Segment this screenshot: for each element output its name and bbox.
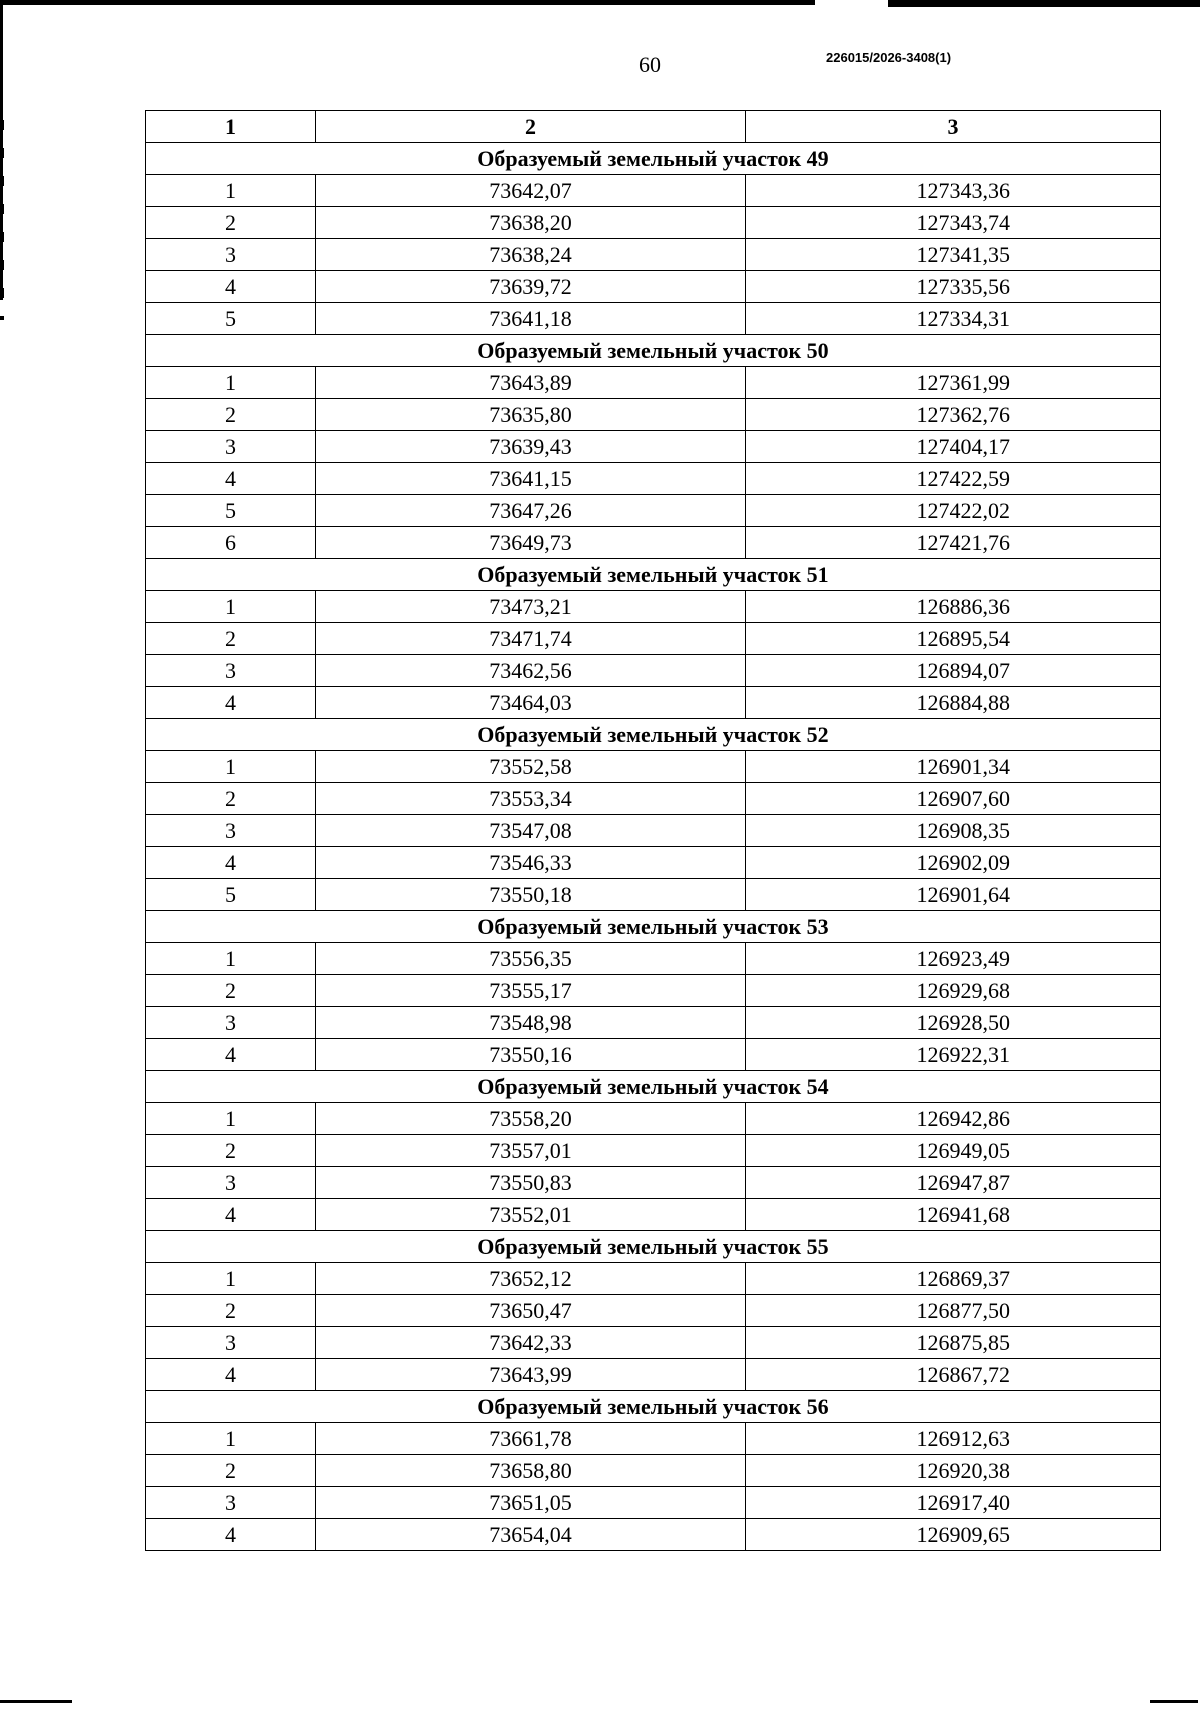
table-row — [146, 847, 1161, 879]
table-row — [146, 207, 1161, 239]
table-row — [146, 1487, 1161, 1519]
y-coordinate-cell: 126922,31 — [746, 1039, 1161, 1071]
table-row — [146, 527, 1161, 559]
section-header-row — [146, 1391, 1161, 1423]
x-coordinate-cell: 73558,20 — [316, 1103, 746, 1135]
table-row — [146, 1007, 1161, 1039]
x-coordinate-cell: 73552,01 — [316, 1199, 746, 1231]
point-number-cell: 6 — [146, 527, 316, 559]
x-coordinate-cell: 73639,43 — [316, 431, 746, 463]
y-coordinate-cell: 127361,99 — [746, 367, 1161, 399]
section-title: Образуемый земельный участок 50 — [146, 335, 1161, 367]
table-row — [146, 1167, 1161, 1199]
point-number-cell: 1 — [146, 943, 316, 975]
scan-binding-marks — [0, 120, 4, 320]
y-coordinate-cell: 127343,74 — [746, 207, 1161, 239]
point-number-cell: 2 — [146, 1135, 316, 1167]
table-row — [146, 879, 1161, 911]
y-coordinate-cell: 127362,76 — [746, 399, 1161, 431]
y-coordinate-cell: 126884,88 — [746, 687, 1161, 719]
x-coordinate-cell: 73550,83 — [316, 1167, 746, 1199]
x-coordinate-cell: 73550,18 — [316, 879, 746, 911]
x-coordinate-cell: 73464,03 — [316, 687, 746, 719]
x-coordinate-cell: 73473,21 — [316, 591, 746, 623]
x-coordinate-cell: 73643,89 — [316, 367, 746, 399]
section-title: Образуемый земельный участок 55 — [146, 1231, 1161, 1263]
section-header-row — [146, 1231, 1161, 1263]
point-number-cell: 1 — [146, 751, 316, 783]
point-number-cell: 4 — [146, 463, 316, 495]
point-number-cell: 4 — [146, 1519, 316, 1551]
table-row — [146, 943, 1161, 975]
x-coordinate-cell: 73651,05 — [316, 1487, 746, 1519]
point-number-cell: 1 — [146, 175, 316, 207]
section-header-row — [146, 911, 1161, 943]
y-coordinate-cell: 126869,37 — [746, 1263, 1161, 1295]
point-number-cell: 3 — [146, 655, 316, 687]
y-coordinate-cell: 127335,56 — [746, 271, 1161, 303]
y-coordinate-cell: 127422,59 — [746, 463, 1161, 495]
section-title: Образуемый земельный участок 51 — [146, 559, 1161, 591]
section-header-row — [146, 143, 1161, 175]
table-row — [146, 367, 1161, 399]
section-header-row — [146, 1071, 1161, 1103]
x-coordinate-cell: 73552,58 — [316, 751, 746, 783]
x-coordinate-cell: 73557,01 — [316, 1135, 746, 1167]
y-coordinate-cell: 126875,85 — [746, 1327, 1161, 1359]
x-coordinate-cell: 73642,07 — [316, 175, 746, 207]
point-number-cell: 3 — [146, 1167, 316, 1199]
section-title: Образуемый земельный участок 53 — [146, 911, 1161, 943]
table-row — [146, 1455, 1161, 1487]
x-coordinate-cell: 73652,12 — [316, 1263, 746, 1295]
point-number-cell: 4 — [146, 271, 316, 303]
header-row — [146, 111, 1161, 143]
table-row — [146, 1295, 1161, 1327]
point-number-cell: 3 — [146, 1007, 316, 1039]
y-coordinate-cell: 126886,36 — [746, 591, 1161, 623]
scan-border-top-right — [888, 0, 1200, 7]
y-coordinate-cell: 127422,02 — [746, 495, 1161, 527]
section-title: Образуемый земельный участок 49 — [146, 143, 1161, 175]
y-coordinate-cell: 126907,60 — [746, 783, 1161, 815]
table-row — [146, 1263, 1161, 1295]
header-cell-1: 1 — [146, 111, 316, 143]
point-number-cell: 4 — [146, 1359, 316, 1391]
point-number-cell: 2 — [146, 623, 316, 655]
table-row — [146, 783, 1161, 815]
point-number-cell: 4 — [146, 847, 316, 879]
point-number-cell: 2 — [146, 399, 316, 431]
point-number-cell: 3 — [146, 1487, 316, 1519]
table-row — [146, 1359, 1161, 1391]
y-coordinate-cell: 127334,31 — [746, 303, 1161, 335]
x-coordinate-cell: 73546,33 — [316, 847, 746, 879]
x-coordinate-cell: 73641,15 — [316, 463, 746, 495]
point-number-cell: 1 — [146, 1423, 316, 1455]
point-number-cell: 2 — [146, 207, 316, 239]
coordinates-table — [145, 110, 1161, 1551]
y-coordinate-cell: 126929,68 — [746, 975, 1161, 1007]
document-number: 226015/2026-3408(1) — [826, 50, 952, 65]
header-cell-2: 2 — [316, 111, 746, 143]
section-header-row — [146, 719, 1161, 751]
x-coordinate-cell: 73643,99 — [316, 1359, 746, 1391]
x-coordinate-cell: 73635,80 — [316, 399, 746, 431]
y-coordinate-cell: 126928,50 — [746, 1007, 1161, 1039]
table-row — [146, 431, 1161, 463]
table-row — [146, 975, 1161, 1007]
x-coordinate-cell: 73462,56 — [316, 655, 746, 687]
section-title: Образуемый земельный участок 52 — [146, 719, 1161, 751]
y-coordinate-cell: 126895,54 — [746, 623, 1161, 655]
y-coordinate-cell: 127343,36 — [746, 175, 1161, 207]
scan-border-top-left — [0, 0, 815, 5]
x-coordinate-cell: 73638,20 — [316, 207, 746, 239]
point-number-cell: 5 — [146, 495, 316, 527]
x-coordinate-cell: 73654,04 — [316, 1519, 746, 1551]
point-number-cell: 1 — [146, 1103, 316, 1135]
x-coordinate-cell: 73547,08 — [316, 815, 746, 847]
y-coordinate-cell: 127421,76 — [746, 527, 1161, 559]
section-header-row — [146, 559, 1161, 591]
point-number-cell: 4 — [146, 1199, 316, 1231]
x-coordinate-cell: 73550,16 — [316, 1039, 746, 1071]
table-row — [146, 303, 1161, 335]
x-coordinate-cell: 73642,33 — [316, 1327, 746, 1359]
point-number-cell: 4 — [146, 687, 316, 719]
table-row — [146, 1199, 1161, 1231]
point-number-cell: 5 — [146, 879, 316, 911]
y-coordinate-cell: 126941,68 — [746, 1199, 1161, 1231]
point-number-cell: 3 — [146, 431, 316, 463]
point-number-cell: 1 — [146, 591, 316, 623]
y-coordinate-cell: 126877,50 — [746, 1295, 1161, 1327]
y-coordinate-cell: 126917,40 — [746, 1487, 1161, 1519]
table-row — [146, 1135, 1161, 1167]
y-coordinate-cell: 126908,35 — [746, 815, 1161, 847]
section-title: Образуемый земельный участок 56 — [146, 1391, 1161, 1423]
point-number-cell: 2 — [146, 1295, 316, 1327]
y-coordinate-cell: 126920,38 — [746, 1455, 1161, 1487]
table-body — [146, 143, 1161, 1551]
x-coordinate-cell: 73556,35 — [316, 943, 746, 975]
y-coordinate-cell: 126867,72 — [746, 1359, 1161, 1391]
point-number-cell: 3 — [146, 239, 316, 271]
point-number-cell: 1 — [146, 367, 316, 399]
y-coordinate-cell: 126923,49 — [746, 943, 1161, 975]
table-row — [146, 655, 1161, 687]
table-row — [146, 399, 1161, 431]
table-row — [146, 1519, 1161, 1551]
table-row — [146, 495, 1161, 527]
point-number-cell: 5 — [146, 303, 316, 335]
point-number-cell: 2 — [146, 783, 316, 815]
y-coordinate-cell: 126901,34 — [746, 751, 1161, 783]
point-number-cell: 4 — [146, 1039, 316, 1071]
point-number-cell: 3 — [146, 815, 316, 847]
point-number-cell: 2 — [146, 1455, 316, 1487]
table-row — [146, 623, 1161, 655]
y-coordinate-cell: 126909,65 — [746, 1519, 1161, 1551]
table-row — [146, 175, 1161, 207]
x-coordinate-cell: 73661,78 — [316, 1423, 746, 1455]
scan-border-bottom-left — [0, 1700, 72, 1703]
x-coordinate-cell: 73555,17 — [316, 975, 746, 1007]
x-coordinate-cell: 73649,73 — [316, 527, 746, 559]
x-coordinate-cell: 73658,80 — [316, 1455, 746, 1487]
y-coordinate-cell: 127341,35 — [746, 239, 1161, 271]
y-coordinate-cell: 126947,87 — [746, 1167, 1161, 1199]
section-title: Образуемый земельный участок 54 — [146, 1071, 1161, 1103]
y-coordinate-cell: 126902,09 — [746, 847, 1161, 879]
table-row — [146, 815, 1161, 847]
x-coordinate-cell: 73548,98 — [316, 1007, 746, 1039]
x-coordinate-cell: 73471,74 — [316, 623, 746, 655]
table-row — [146, 271, 1161, 303]
section-header-row — [146, 335, 1161, 367]
point-number-cell: 3 — [146, 1327, 316, 1359]
x-coordinate-cell: 73553,34 — [316, 783, 746, 815]
y-coordinate-cell: 126912,63 — [746, 1423, 1161, 1455]
table-row — [146, 1423, 1161, 1455]
point-number-cell: 2 — [146, 975, 316, 1007]
table-row — [146, 463, 1161, 495]
table-row — [146, 591, 1161, 623]
scan-border-bottom-right — [1150, 1700, 1198, 1703]
x-coordinate-cell: 73647,26 — [316, 495, 746, 527]
table-row — [146, 751, 1161, 783]
y-coordinate-cell: 126894,07 — [746, 655, 1161, 687]
point-number-cell: 1 — [146, 1263, 316, 1295]
y-coordinate-cell: 126901,64 — [746, 879, 1161, 911]
table-row — [146, 687, 1161, 719]
page-number: 60 — [639, 52, 661, 77]
x-coordinate-cell: 73641,18 — [316, 303, 746, 335]
y-coordinate-cell: 126942,86 — [746, 1103, 1161, 1135]
y-coordinate-cell: 126949,05 — [746, 1135, 1161, 1167]
x-coordinate-cell: 73639,72 — [316, 271, 746, 303]
header-cell-3: 3 — [746, 111, 1161, 143]
y-coordinate-cell: 127404,17 — [746, 431, 1161, 463]
table-row — [146, 1039, 1161, 1071]
x-coordinate-cell: 73638,24 — [316, 239, 746, 271]
x-coordinate-cell: 73650,47 — [316, 1295, 746, 1327]
table-row — [146, 239, 1161, 271]
table-row — [146, 1327, 1161, 1359]
table-row — [146, 1103, 1161, 1135]
